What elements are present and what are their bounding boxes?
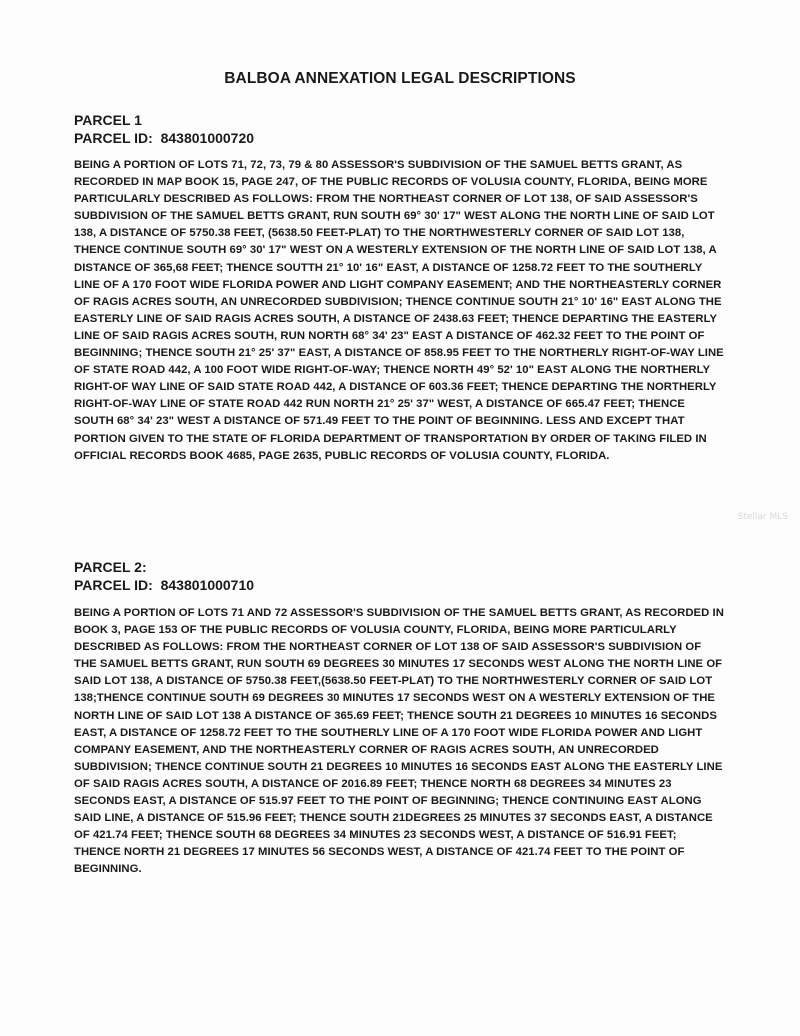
parcel-1-id-line bbox=[74, 129, 254, 147]
watermark: Stellar MLS bbox=[737, 512, 788, 522]
parcel-2-description: BEING A PORTION OF LOTS 71 AND 72 ASSESSOR'S SUBDIVISION OF THE SAMUEL BETTS GRANT, AS RECORDED IN BOOK 3, PAGE 153 OF THE PUBLIC RECORDS OF VOLUSIA COUNTY, FLORIDA, BEING MORE PARTICULARLY DESCRIBED AS FOLLOWS: FROM THE NORTHEAST CORNER OF LOT 138 OF SAID ASSESSOR'S SUBDIVISION OF THE SAMUEL BETTS GRANT, RUN SOUTH 69 DEGREES 30 MINUTES 17 SECONDS WEST ALONG THE NORTH LINE OF SAID LOT 138, A DISTANCE OF 5750.38 FEET,(5638.50 FEET-PLAT) TO THE NORTHWESTERLY CORNER OF SAID LOT 138;THENCE CONTINUE SOUTH 69 DEGREES 30 MINUTES 17 SECONDS WEST ON A WESTERLY EXTENSION OF THE NORTH LINE OF SAID LOT 138 A DISTANCE OF 365.69 FEET; THENCE SOUTH 21 DEGREES 10 MINUTES 16 SECONDS EAST, A DISTANCE OF 1258.72 FEET TO THE SOUTHERLY LINE OF A 170 FOOT WIDE FLORIDA POWER AND LIGHT COMPANY EASEMENT, AND THE NORTHEASTERLY CORNER OF RAGIS ACRES SOUTH, AN UNRECORDED SUBDIVISION; THENCE CONTINUE SOUTH 21 DEGREES 10 MINUTES 16 SECONDS EAST ALONG THE EASTERLY LINE OF SAID RAGIS ACRES SOUTH, A DISTANCE OF 2016.89 FEET; THENCE NORTH 68 DEGREES 34 MINUTES 23 SECONDS EAST, A DISTANCE OF 515.97 FEET TO THE POINT OF BEGINNING; THENCE CONTINUING EAST ALONG SAID LINE, A DISTANCE OF 515.96 FEET; THENCE SOUTH 21DEGREES 25 MINUTES 37 SECONDS EAST, A DISTANCE OF 421.74 FEET; THENCE SOUTH 68 DEGREES 34 MINUTES 23 SECONDS WEST, A DISTANCE OF 516.91 FEET; THENCE NORTH 21 DEGREES 17 MINUTES 56 SECONDS WEST, A DISTANCE OF 421.74 FEET TO THE POINT OF BEGINNING. bbox=[74, 607, 724, 876]
parcel-2-description-block bbox=[74, 605, 724, 879]
parcel-1-description: BEING A PORTION OF LOTS 71, 72, 73, 79 & 80 ASSESSOR'S SUBDIVISION OF THE SAMUEL BETTS GRANT, AS RECORDED IN MAP BOOK 15, PAGE 247, OF THE PUBLIC RECORDS OF VOLUSIA COUNTY, FLORIDA, BEING MORE PARTICULARLY DESCRIBED AS FOLLOWS: FROM THE NORTHEAST CORNER OF LOT 138, OF SAID ASSESSOR'S SUBDIVISION OF THE SAMUEL BETTS GRANT, RUN SOUTH 69° 30' 17" WEST ALONG THE NORTH LINE OF SAID LOT 138, A DISTANCE OF 5750.38 FEET, (5638.50 FEET-PLAT) TO THE NORTHWESTERLY CORNER OF SAID LOT 138, THENCE CONTINUE SOUTH 69° 30' 17" WEST ON A WESTERLY EXTENSION OF THE NORTH LINE OF SAID LOT 138, A DISTANCE OF 365,68 FEET; THENCE SOUTTH 21° 10' 16" EAST, A DISTANCE OF 1258.72 FEET TO THE SOUTHERLY LINE OF A 170 FOOT WIDE FLORIDA POWER AND LIGHT COMPANY EASEMENT; AND THE NORTHEASTERLY CORNER OF RAGIS ACRES SOUTH, AN UNRECORDED SUBDIVISION; THENCE CONTINUE SOUTH 21° 10' 16" EAST ALONG THE EASTERLY LINE OF SAID RAGIS ACRES SOUTH, A DISTANCE OF 2438.63 FEET; THENCE DEPARTING THE EASTERLY LINE OF SAID RAGIS ACRES SOUTH, RUN NORTH 68° 34' 23" EAST A DISTANCE OF 462.32 FEET TO THE POINT OF BEGINNING; THENCE SOUTH 21° 25' 37" EAST, A DISTANCE OF 858.95 FEET TO THE NORTHERLY RIGHT-OF-WAY LINE OF STATE ROAD 442, A 100 FOOT WIDE RIGHT-OF-WAY; THENCE NORTH 49° 52' 10" EAST ALONG THE NORTHERLY RIGHT-OF WAY LINE OF SAID STATE ROAD 442, A DISTANCE OF 603.36 FEET; THENCE DEPARTING THE NORTHERLY RIGHT-OF-WAY LINE OF STATE ROAD 442 RUN NORTH 21° 25' 37" WEST, A DISTANCE OF 665.47 FEET; THENCE SOUTH 68° 34' 23" WEST A DISTANCE OF 571.49 FEET TO THE POINT OF BEGINNING. LESS AND EXCEPT THAT PORTION GIVEN TO THE STATE OF FLORIDA DEPARTMENT OF TRANSPORTATION BY ORDER OF TAKING FILED IN OFFICIAL RECORDS BOOK 4685, PAGE 2635, PUBLIC RECORDS OF VOLUSIA COUNTY, FLORIDA. bbox=[74, 159, 724, 462]
parcel-2-id-value: 843801000710 bbox=[160, 577, 255, 593]
parcel-1-header bbox=[74, 111, 254, 147]
parcel-2-id-label: PARCEL ID: bbox=[74, 577, 153, 593]
parcel-2-id-line bbox=[74, 576, 254, 594]
parcel-2-header bbox=[74, 558, 254, 594]
parcel-1-id-label: PARCEL ID: bbox=[74, 130, 153, 146]
document-title: BALBOA ANNEXATION LEGAL DESCRIPTIONS bbox=[224, 70, 576, 87]
parcel-1-description-block bbox=[74, 157, 724, 465]
parcel-1-id-value: 843801000720 bbox=[160, 130, 255, 146]
parcel-1-heading: PARCEL 1 bbox=[74, 112, 142, 128]
parcel-2-heading: PARCEL 2: bbox=[74, 559, 147, 575]
